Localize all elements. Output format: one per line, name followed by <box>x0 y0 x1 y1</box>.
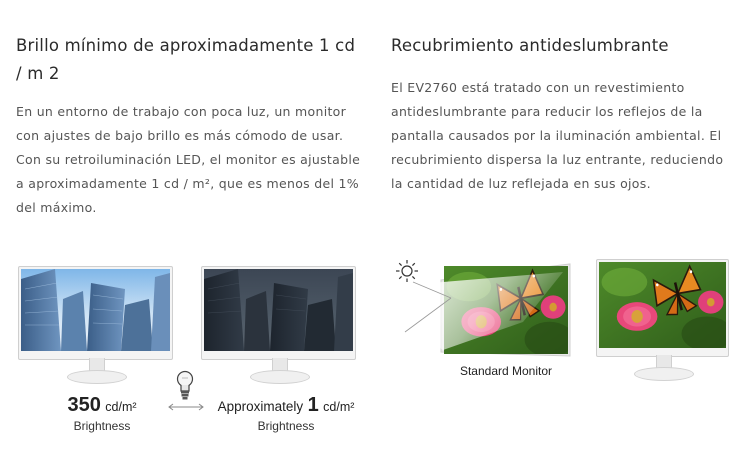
flower-butterfly-image <box>599 262 726 348</box>
standard-monitor-label: Standard Monitor <box>459 364 553 378</box>
dim-prefix: Approximately <box>217 399 304 414</box>
low-brightness-title: Brillo mínimo de aproximadamente 1 cd / m 2 <box>16 36 356 83</box>
anti-glare-monitor-image <box>596 259 729 383</box>
bright-value: 350 <box>67 394 101 416</box>
anti-glare-paragraph: El EV2760 está tratado con un revestimiento antideslumbrante para reducir los reflejos de la pantalla causados por la iluminación ambiental. El recubrimiento dispersa la luz entrante, reduciendo la cantidad de luz reflejada en sus ojos. <box>391 80 724 191</box>
bright-label: Brightness <box>73 419 131 433</box>
anti-glare-title: Recubrimiento antideslumbrante <box>391 36 669 55</box>
bright-monitor-image <box>18 266 173 380</box>
bright-unit: cd/m² <box>105 400 137 414</box>
dim-unit: cd/m² <box>323 400 355 414</box>
standard-monitor-image <box>403 262 573 362</box>
low-brightness-paragraph: En un entorno de trabajo con poca luz, un monitor con ajustes de bajo brillo es más cómodo de usar. Con su retroiluminación LED, el monitor es ajustable a aproximadamente 1 cd / m², que es menos del 1% del máximo. <box>16 104 361 215</box>
light-bulb-icon <box>176 370 194 402</box>
bright-cityscape-image <box>21 269 170 351</box>
dim-value: 1 <box>307 394 319 416</box>
double-arrow-icon <box>166 402 206 412</box>
bright-caption <box>46 394 158 433</box>
dim-label: Brightness <box>257 419 315 433</box>
dim-caption <box>206 394 366 433</box>
dim-cityscape-image <box>204 269 353 351</box>
dim-monitor-image <box>201 266 356 380</box>
